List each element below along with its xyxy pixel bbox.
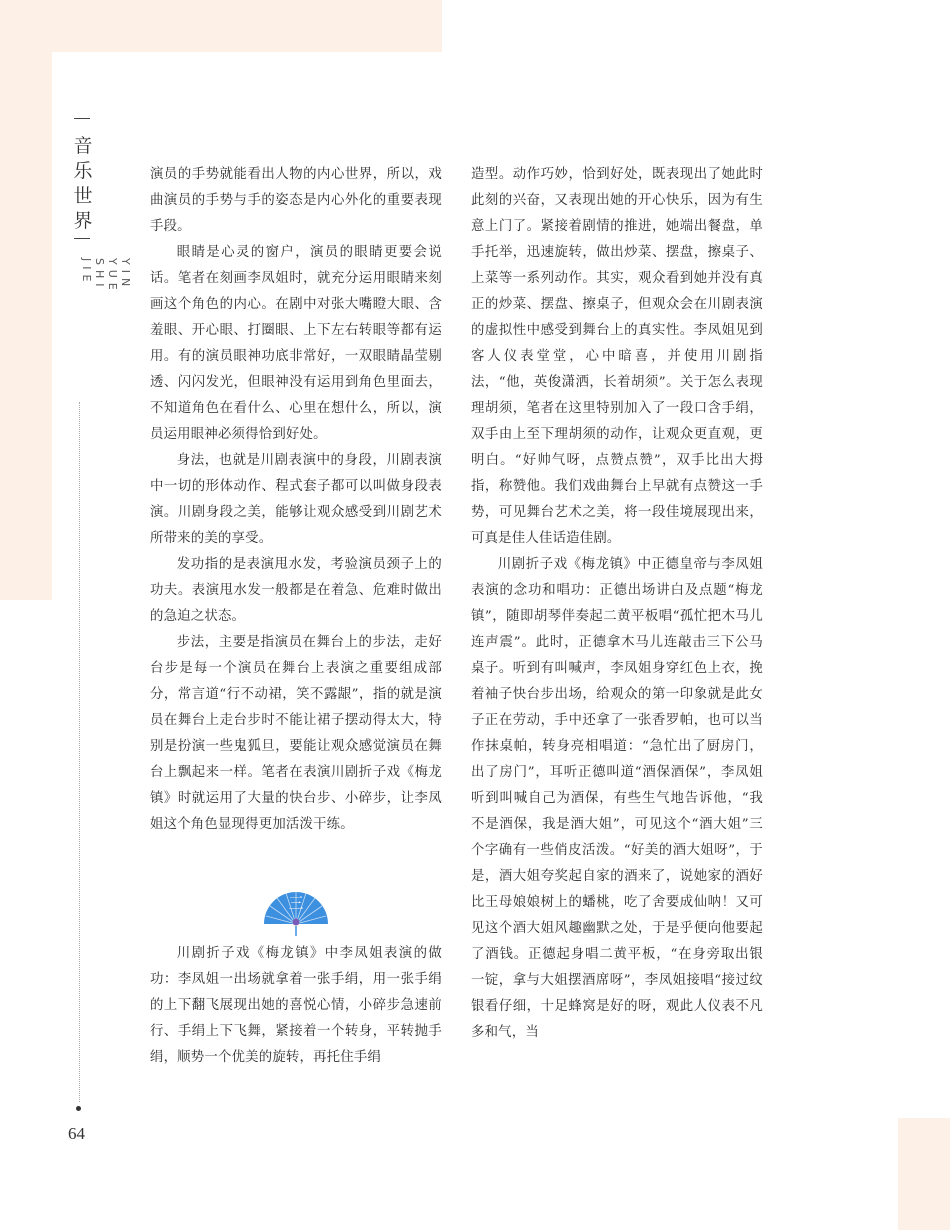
paragraph: 演员的手势就能看出人物的内心世界，所以，戏曲演员的手势与手的姿态是内心外化的重要表现手段。: [150, 167, 442, 234]
page-number: 64: [68, 1124, 85, 1143]
side-color-panel: [0, 52, 52, 600]
rail-dotted-line: [79, 402, 80, 1102]
corner-color-panel: [898, 1118, 950, 1230]
title-char: 界: [73, 210, 93, 232]
paragraph: 造型。动作巧妙，恰到好处，既表现出了她此时此刻的兴奋，又表现出她的开心快乐，因为有生意上门了。紧接着剧情的推进，她端出餐盘，单手托举，迅速旋转，做出炒菜、摆盘，擦桌子、上菜等一系列动作。其实，观众看到她并没有真正的炒菜、摆盘、擦桌子，但观众会在川剧表演的虚拟性中感受到舞台上的真实性。李凤姐见到客人仪表堂堂，心中暗喜，并使用川剧指法，“他，英俊潇洒，长着胡须”。关于怎么表现理胡须，笔者在这里特别加入了一段口含手绢，双手由上至下理胡须的动作，让观众更直观，更明白。“好帅气呀，点赞点赞”，双手比出大拇指，称赞他。我们戏曲舞台上早就有点赞这一手势，可见舞台艺术之美，将一段佳境展现出来，可真是佳人佳话造佳剧。: [471, 167, 763, 546]
paragraph: 身法，也就是川剧表演中的身段，川剧表演中一切的形体动作、程式套子都可以叫做身段表演。川剧身段之美，能够让观众感受到川剧艺术所带来的美的享受。: [150, 453, 442, 546]
paragraph: 眼睛是心灵的窗户，演员的眼睛更要会说话。笔者在刻画李凤姐时，就充分运用眼睛来刻画这个角色的内心。在剧中对张大嘴瞪大眼、含羞眼、开心眼、打圈眼、上下左右转眼等都有运用。有的演员眼神功底非常好，一双眼睛晶莹剔透、闪闪发光，但眼神没有运用到角色里面去，不知道角色在看什么、心里在想什么，所以，演员运用眼神必须得恰到好处。: [150, 245, 442, 442]
magazine-title: [72, 134, 94, 234]
paragraph: 发功指的是表演甩水发，考验演员颈子上的功夫。表演甩水发一般都是在着急、危难时做出的急迫之状态。: [150, 557, 442, 624]
section-fan-marker: [262, 886, 330, 938]
rail-bullet: [76, 1106, 81, 1111]
title-char: 音: [73, 135, 93, 157]
paragraph: 步法，主要是指演员在舞台上的步法，走好台步是每一个演员在舞台上表演之重要组成部分，常言道“行不动裙，笑不露龈”，指的就是演员在舞台上走台步时不能让裙子摆动得太大，特别是扮演一些鬼狐旦，要能让观众感觉演员在舞台上飘起来一样。笔者在表演川剧折子戏《梅龙镇》时就运用了大量的快台步、小碎步，让李凤姐这个角色显现得更加活泼干练。: [150, 635, 442, 832]
title-char: 乐: [73, 160, 93, 182]
paragraph: 川剧折子戏《梅龙镇》中李凤姐表演的做功：李凤姐一出场就拿着一张手绢，用一张手绢的上下翻飞展现出她的喜悦心情，小碎步急速前行、手绢上下飞舞，紧接着一个转身，平转抛手绢，顺势一个优美的旋转，再托住手绢: [150, 946, 442, 1065]
left-column-top: [150, 162, 442, 838]
rail-mid-rule: [74, 238, 90, 239]
right-column: [471, 162, 763, 1046]
rail-top-rule: [74, 118, 90, 119]
title-char: 世: [73, 185, 93, 207]
header-color-panel: [0, 0, 442, 52]
left-column-bottom: [150, 941, 442, 1071]
section-number: 三: [288, 894, 304, 912]
magazine-pinyin: YIN YUE SHI JIE: [80, 258, 132, 295]
paragraph: 川剧折子戏《梅龙镇》中正德皇帝与李凤姐表演的念功和唱功：正德出场讲白及点题“梅龙镇”，随即胡琴伴奏起二黄平板唱“孤忙把木马儿连声震”。此时，正德拿木马儿连敲击三下公马桌子。听到有叫喊声，李凤姐身穿红色上衣，挽着袖子快台步出场，给观众的第一印象就是此女子正在劳动，手中还拿了一张香罗帕，也可以当作抹桌帕，转身亮相唱道：“急忙出了厨房门，出了房门”，耳听正德叫道“酒保酒保”，李凤姐听到叫喊自己为酒保，有些生气地告诉他，“我不是酒保，我是酒大姐”，可见这个“酒大姐”三个字确有一些俏皮活泼。“好美的酒大姐呀”，于是，酒大姐夸奖起自家的酒来了，说她家的酒好比王母娘娘树上的蟠桃，吃了舍要成仙呐！又可见这个酒大姐风趣幽默之处，于是乎便向他要起了酒钱。正德起身唱二黄平板，“在身旁取出银一锭，拿与大姐摆酒席呀”，李凤姐接唱“接过纹银看仔细，十足蜂窝是好的呀，观此人仪表不凡多和气，当: [471, 557, 763, 1040]
